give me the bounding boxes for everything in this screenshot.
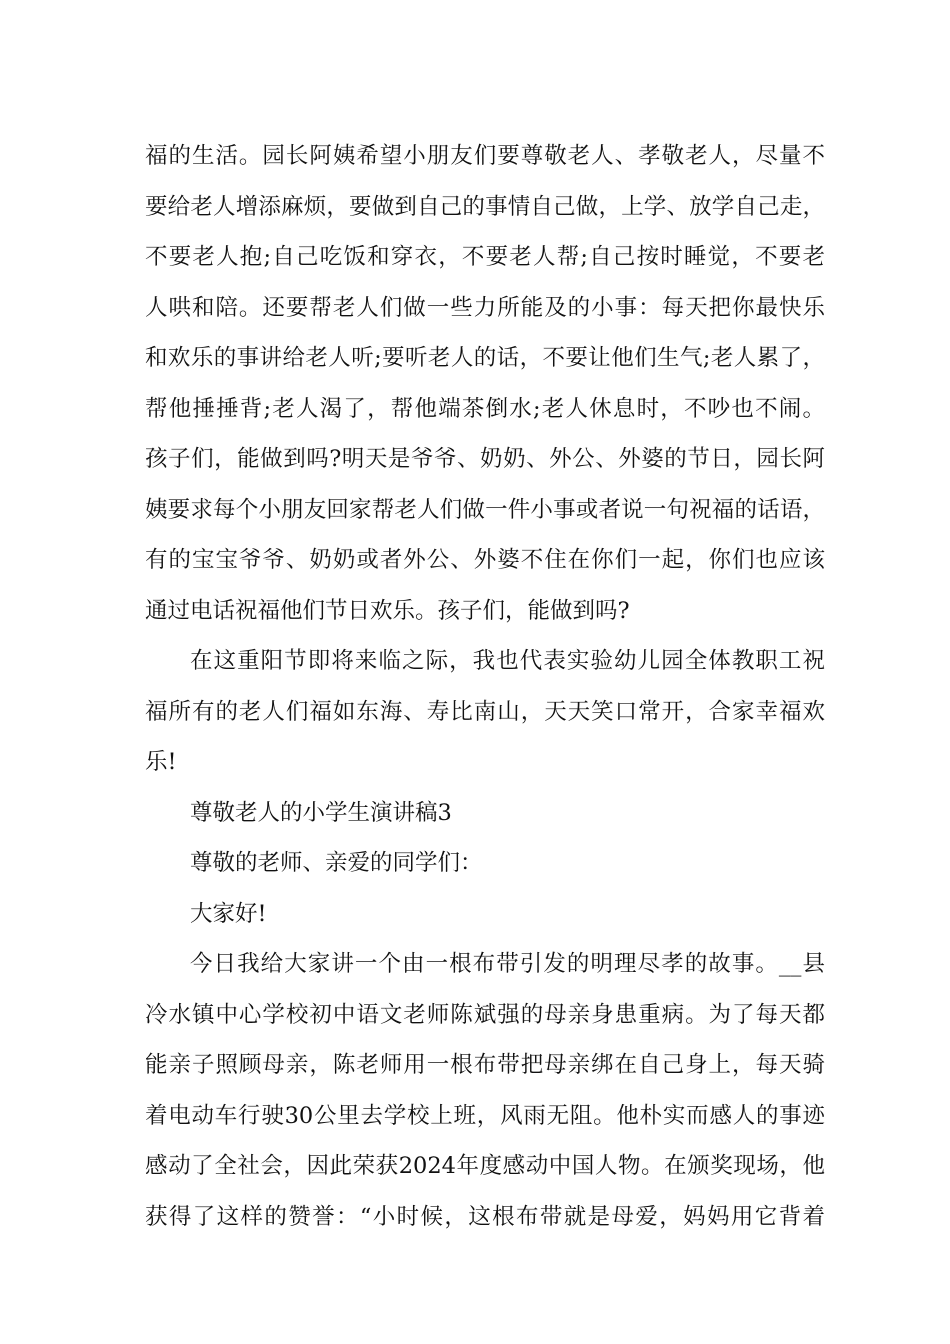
text-line: 孩子们，能做到吗?明天是爷爷、奶奶、外公、外婆的节日，园长阿 xyxy=(145,446,825,472)
text-line: 姨要求每个小朋友回家帮老人们做一件小事或者说一句祝福的话语， xyxy=(145,496,825,523)
text-line: 乐! xyxy=(145,749,177,775)
text-line: 要给老人增添麻烦，要做到自己的事情自己做，上学、放学自己走， xyxy=(145,193,825,220)
text-line: 获得了这样的赞誉：“小时候，这根布带就是母爱，妈妈用它背着 xyxy=(145,1203,825,1230)
text-line: 大家好! xyxy=(190,900,267,927)
text-line: 尊敬的老师、亲爱的同学们： xyxy=(190,850,483,876)
document-body xyxy=(145,131,825,1242)
text-line: 冷水镇中心学校初中语文老师陈斌强的母亲身患重病。为了每天都 xyxy=(145,1001,825,1028)
text-line: 人哄和陪。还要帮老人们做一些力所能及的小事：每天把你最快乐 xyxy=(145,294,825,321)
text-line: 帮他捶捶背;老人渴了，帮他端茶倒水;老人休息时，不吵也不闹。 xyxy=(145,395,825,422)
text-line: 福所有的老人们福如东海、寿比南山，天天笑口常开，合家幸福欢 xyxy=(145,698,825,725)
text-line: 通过电话祝福他们节日欢乐。孩子们，能做到吗? xyxy=(145,597,630,624)
text-line: 在这重阳节即将来临之际，我也代表实验幼儿园全体教职工祝 xyxy=(190,648,825,674)
text-line: 和欢乐的事讲给老人听;要听老人的话，不要让他们生气;老人累了， xyxy=(145,345,825,371)
text-line: 着电动车行驶30公里去学校上班，风雨无阻。他朴实而感人的事迹 xyxy=(145,1102,825,1129)
text-line: 有的宝宝爷爷、奶奶或者外公、外婆不住在你们一起，你们也应该 xyxy=(145,547,825,573)
text-line: 今日我给大家讲一个由一根布带引发的明理尽孝的故事。__县 xyxy=(190,951,825,977)
text-line: 福的生活。园长阿姨希望小朋友们要尊敬老人、孝敬老人，尽量不 xyxy=(145,143,825,169)
text-line: 尊敬老人的小学生演讲稿3 xyxy=(190,799,452,826)
text-line: 不要老人抱;自己吃饭和穿衣，不要老人帮;自己按时睡觉，不要老 xyxy=(145,244,825,270)
text-line: 能亲子照顾母亲，陈老师用一根布带把母亲绑在自己身上，每天骑 xyxy=(145,1052,825,1078)
text-line: 感动了全社会，因此荣获2024年度感动中国人物。在颁奖现场，他 xyxy=(145,1153,825,1179)
